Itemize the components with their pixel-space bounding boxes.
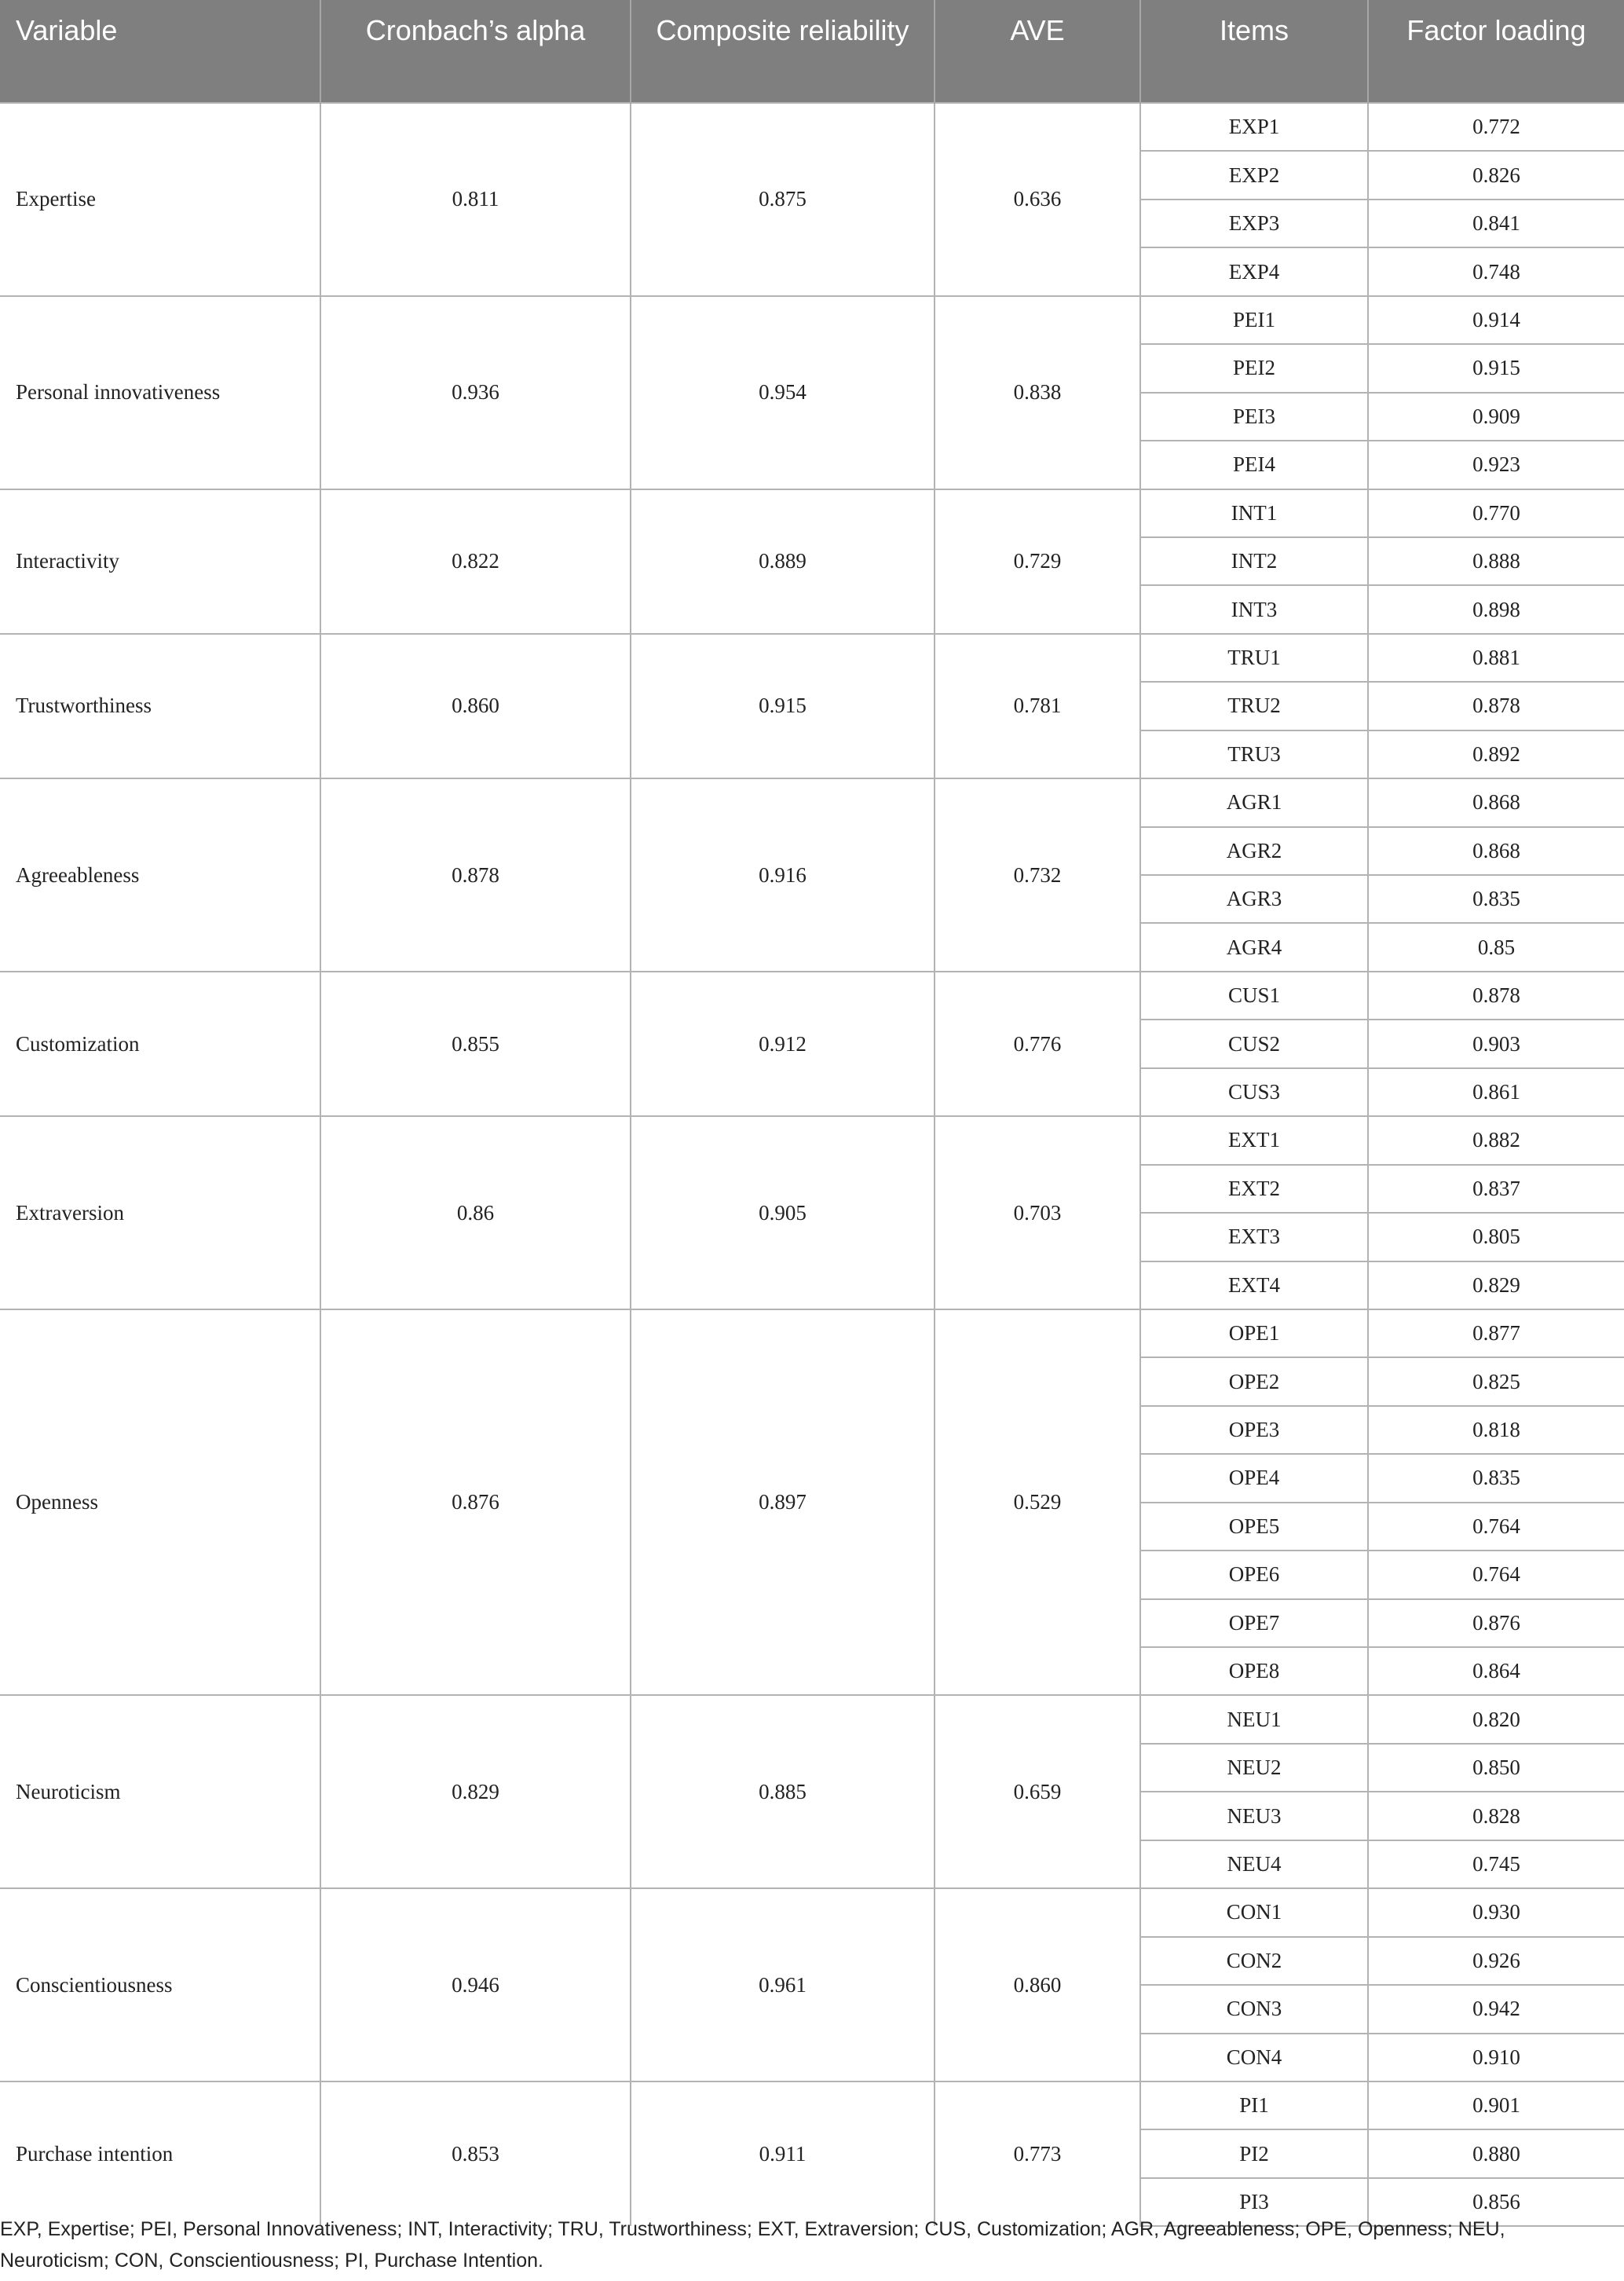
- factor-loading-cell: 0.825: [1368, 1357, 1624, 1405]
- table-row: [0, 489, 1624, 537]
- variable-cell: Agreeableness: [0, 778, 320, 972]
- item-cell: EXT4: [1140, 1261, 1368, 1309]
- item-cell: INT1: [1140, 489, 1368, 537]
- composite-reliability-cell: 0.916: [631, 778, 935, 972]
- factor-loading-cell: 0.909: [1368, 393, 1624, 441]
- cronbach-alpha-cell: 0.876: [320, 1309, 631, 1696]
- variable-cell: Extraversion: [0, 1116, 320, 1309]
- ave-cell: 0.773: [935, 2081, 1140, 2226]
- factor-loading-cell: 0.745: [1368, 1840, 1624, 1888]
- item-cell: EXP2: [1140, 151, 1368, 199]
- item-cell: OPE2: [1140, 1357, 1368, 1405]
- item-cell: CUS1: [1140, 972, 1368, 1020]
- ave-cell: 0.703: [935, 1116, 1140, 1309]
- cronbach-alpha-cell: 0.86: [320, 1116, 631, 1309]
- variable-cell: Purchase intention: [0, 2081, 320, 2226]
- item-cell: PI3: [1140, 2178, 1368, 2226]
- item-cell: CON1: [1140, 1888, 1368, 1936]
- factor-loading-cell: 0.861: [1368, 1068, 1624, 1116]
- table-row: [0, 972, 1624, 1020]
- table-row: [0, 1116, 1624, 1164]
- composite-reliability-cell: 0.915: [631, 634, 935, 778]
- factor-loading-cell: 0.826: [1368, 151, 1624, 199]
- composite-reliability-cell: 0.897: [631, 1309, 935, 1696]
- composite-reliability-cell: 0.912: [631, 972, 935, 1116]
- ave-cell: 0.659: [935, 1695, 1140, 1888]
- factor-loading-cell: 0.878: [1368, 682, 1624, 730]
- table-header: [0, 0, 1624, 103]
- variable-cell: Openness: [0, 1309, 320, 1696]
- item-cell: EXP4: [1140, 247, 1368, 295]
- factor-loading-cell: 0.864: [1368, 1647, 1624, 1695]
- cronbach-alpha-cell: 0.946: [320, 1888, 631, 2081]
- item-cell: OPE7: [1140, 1599, 1368, 1647]
- item-cell: AGR2: [1140, 827, 1368, 875]
- composite-reliability-cell: 0.889: [631, 489, 935, 634]
- item-cell: OPE3: [1140, 1406, 1368, 1454]
- item-cell: PEI2: [1140, 344, 1368, 392]
- factor-loading-cell: 0.903: [1368, 1020, 1624, 1067]
- header-row: [0, 0, 1624, 103]
- item-cell: TRU1: [1140, 634, 1368, 682]
- cronbach-alpha-cell: 0.855: [320, 972, 631, 1116]
- factor-loading-cell: 0.85: [1368, 923, 1624, 971]
- composite-reliability-cell: 0.905: [631, 1116, 935, 1309]
- item-cell: CON2: [1140, 1937, 1368, 1985]
- factor-loading-cell: 0.942: [1368, 1985, 1624, 2033]
- item-cell: PI2: [1140, 2129, 1368, 2177]
- item-cell: OPE4: [1140, 1454, 1368, 1502]
- item-cell: CON4: [1140, 2034, 1368, 2081]
- cronbach-alpha-cell: 0.822: [320, 489, 631, 634]
- factor-loading-cell: 0.880: [1368, 2129, 1624, 2177]
- item-cell: AGR3: [1140, 875, 1368, 923]
- factor-loading-cell: 0.770: [1368, 489, 1624, 537]
- cronbach-alpha-cell: 0.829: [320, 1695, 631, 1888]
- ave-cell: 0.636: [935, 103, 1140, 296]
- table-row: [0, 1888, 1624, 1936]
- factor-loading-cell: 0.926: [1368, 1937, 1624, 1985]
- factor-loading-cell: 0.876: [1368, 1599, 1624, 1647]
- cronbach-alpha-cell: 0.811: [320, 103, 631, 296]
- factor-loading-cell: 0.868: [1368, 827, 1624, 875]
- ave-cell: 0.838: [935, 296, 1140, 489]
- variable-cell: Neuroticism: [0, 1695, 320, 1888]
- factor-loading-cell: 0.828: [1368, 1792, 1624, 1840]
- item-cell: INT3: [1140, 585, 1368, 633]
- ave-cell: 0.732: [935, 778, 1140, 972]
- factor-loading-cell: 0.882: [1368, 1116, 1624, 1164]
- table-footnote: EXP, Expertise; PEI, Personal Innovativeness; INT, Interactivity; TRU, Trustworthiness; EXT, Extraversion; CUS, Customization; AGR, Agreeableness; OPE, Openness; NEU, Neuroticism; CON, Conscientiousness; PI, Purchase Intention.: [0, 2218, 1505, 2272]
- cronbach-alpha-cell: 0.853: [320, 2081, 631, 2226]
- factor-loading-cell: 0.835: [1368, 1454, 1624, 1502]
- factor-loading-cell: 0.930: [1368, 1888, 1624, 1936]
- ave-cell: 0.729: [935, 489, 1140, 634]
- item-cell: PI1: [1140, 2081, 1368, 2129]
- header-variable: Variable: [0, 0, 320, 103]
- item-cell: PEI3: [1140, 393, 1368, 441]
- table-row: [0, 778, 1624, 826]
- composite-reliability-cell: 0.954: [631, 296, 935, 489]
- cronbach-alpha-cell: 0.936: [320, 296, 631, 489]
- item-cell: OPE6: [1140, 1551, 1368, 1598]
- factor-loading-cell: 0.868: [1368, 778, 1624, 826]
- ave-cell: 0.860: [935, 1888, 1140, 2081]
- composite-reliability-cell: 0.875: [631, 103, 935, 296]
- header-cronbach-alpha: Cronbach’s alpha: [320, 0, 631, 103]
- item-cell: INT2: [1140, 537, 1368, 585]
- factor-loading-cell: 0.881: [1368, 634, 1624, 682]
- factor-loading-cell: 0.764: [1368, 1551, 1624, 1598]
- factor-loading-cell: 0.805: [1368, 1213, 1624, 1261]
- table-row: [0, 1695, 1624, 1743]
- item-cell: NEU2: [1140, 1744, 1368, 1792]
- factor-loading-cell: 0.898: [1368, 585, 1624, 633]
- item-cell: OPE5: [1140, 1503, 1368, 1551]
- item-cell: EXP1: [1140, 103, 1368, 151]
- item-cell: PEI1: [1140, 296, 1368, 344]
- factor-loading-cell: 0.914: [1368, 296, 1624, 344]
- table-row: [0, 103, 1624, 151]
- item-cell: EXT1: [1140, 1116, 1368, 1164]
- factor-loading-cell: 0.892: [1368, 730, 1624, 778]
- item-cell: NEU4: [1140, 1840, 1368, 1888]
- header-factor-loading: Factor loading: [1368, 0, 1624, 103]
- item-cell: EXP3: [1140, 200, 1368, 247]
- composite-reliability-cell: 0.961: [631, 1888, 935, 2081]
- item-cell: PEI4: [1140, 441, 1368, 489]
- variable-cell: Expertise: [0, 103, 320, 296]
- item-cell: CUS3: [1140, 1068, 1368, 1116]
- item-cell: OPE8: [1140, 1647, 1368, 1695]
- ave-cell: 0.529: [935, 1309, 1140, 1696]
- header-ave: AVE: [935, 0, 1140, 103]
- variable-cell: Personal innovativeness: [0, 296, 320, 489]
- factor-loading-cell: 0.764: [1368, 1503, 1624, 1551]
- table-row: [0, 2081, 1624, 2129]
- factor-loading-cell: 0.835: [1368, 875, 1624, 923]
- item-cell: CUS2: [1140, 1020, 1368, 1067]
- cronbach-alpha-cell: 0.860: [320, 634, 631, 778]
- item-cell: EXT2: [1140, 1165, 1368, 1213]
- factor-loading-cell: 0.820: [1368, 1695, 1624, 1743]
- table-body: [0, 103, 1624, 2226]
- item-cell: TRU3: [1140, 730, 1368, 778]
- factor-loading-cell: 0.856: [1368, 2178, 1624, 2226]
- factor-loading-cell: 0.888: [1368, 537, 1624, 585]
- table-row: [0, 1309, 1624, 1357]
- factor-loading-cell: 0.878: [1368, 972, 1624, 1020]
- item-cell: TRU2: [1140, 682, 1368, 730]
- item-cell: AGR1: [1140, 778, 1368, 826]
- factor-loading-cell: 0.901: [1368, 2081, 1624, 2129]
- factor-loading-cell: 0.910: [1368, 2034, 1624, 2081]
- factor-loading-cell: 0.818: [1368, 1406, 1624, 1454]
- item-cell: NEU1: [1140, 1695, 1368, 1743]
- ave-cell: 0.776: [935, 972, 1140, 1116]
- item-cell: EXT3: [1140, 1213, 1368, 1261]
- variable-cell: Customization: [0, 972, 320, 1116]
- factor-loading-cell: 0.772: [1368, 103, 1624, 151]
- factor-loading-cell: 0.850: [1368, 1744, 1624, 1792]
- header-items: Items: [1140, 0, 1368, 103]
- variable-cell: Interactivity: [0, 489, 320, 634]
- composite-reliability-cell: 0.911: [631, 2081, 935, 2226]
- table-row: [0, 634, 1624, 682]
- factor-loading-cell: 0.915: [1368, 344, 1624, 392]
- factor-loading-cell: 0.877: [1368, 1309, 1624, 1357]
- item-cell: AGR4: [1140, 923, 1368, 971]
- factor-loading-cell: 0.837: [1368, 1165, 1624, 1213]
- factor-loading-cell: 0.923: [1368, 441, 1624, 489]
- header-composite-reliability: Composite reliability: [631, 0, 935, 103]
- factor-loading-cell: 0.748: [1368, 247, 1624, 295]
- item-cell: CON3: [1140, 1985, 1368, 2033]
- ave-cell: 0.781: [935, 634, 1140, 778]
- item-cell: NEU3: [1140, 1792, 1368, 1840]
- table-row: [0, 296, 1624, 344]
- variable-cell: Conscientiousness: [0, 1888, 320, 2081]
- item-cell: OPE1: [1140, 1309, 1368, 1357]
- composite-reliability-cell: 0.885: [631, 1695, 935, 1888]
- factor-loading-cell: 0.829: [1368, 1261, 1624, 1309]
- variable-cell: Trustworthiness: [0, 634, 320, 778]
- factor-loading-cell: 0.841: [1368, 200, 1624, 247]
- cronbach-alpha-cell: 0.878: [320, 778, 631, 972]
